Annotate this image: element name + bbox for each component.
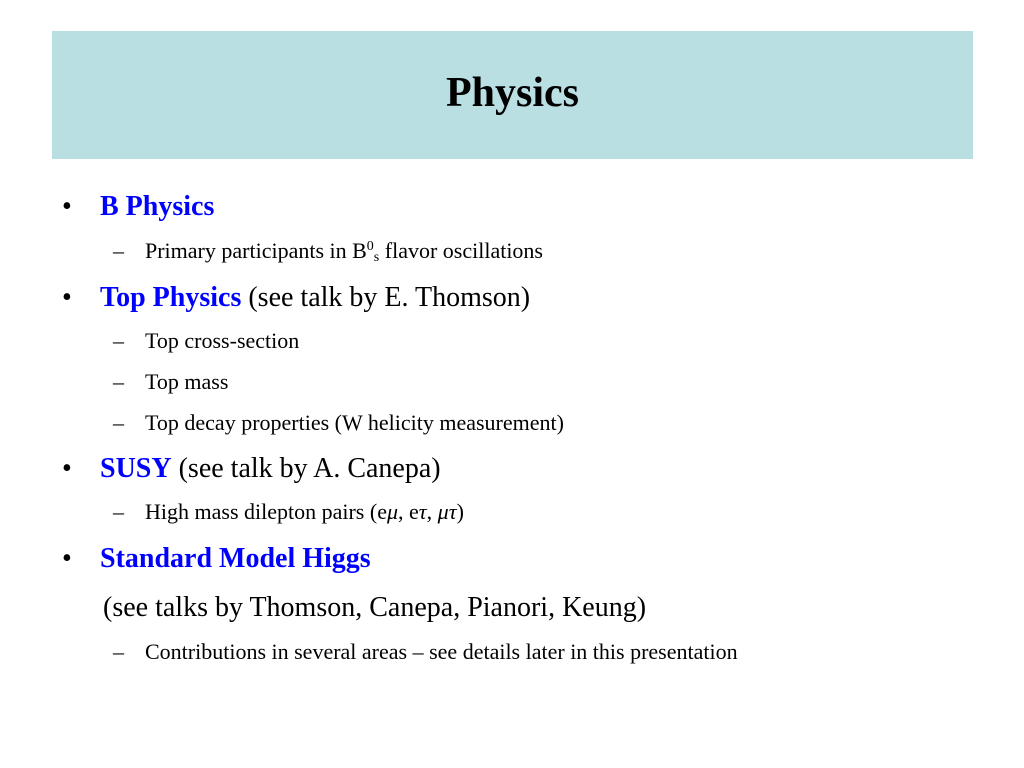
sub-text: Top decay properties (W helicity measurement) bbox=[145, 410, 564, 435]
sub-marker: – bbox=[113, 369, 124, 394]
bullet-text bbox=[100, 281, 530, 315]
sub-text bbox=[145, 237, 543, 265]
b-physics-heading: B Physics bbox=[100, 191, 215, 222]
sub-marker: – bbox=[113, 328, 124, 353]
sub-text-pre: Primary participants in B bbox=[145, 238, 367, 263]
subscript-s: s bbox=[373, 250, 380, 265]
bullet-text bbox=[100, 542, 371, 576]
bullet-marker: • bbox=[62, 191, 72, 222]
sub-marker: – bbox=[113, 410, 124, 435]
sub-marker: – bbox=[113, 639, 124, 664]
sub-text: Top cross-section bbox=[145, 328, 300, 353]
higgs-note: (see talks by Thomson, Canepa, Pianori, Keung) bbox=[103, 592, 647, 623]
greek-tau: τ bbox=[448, 499, 457, 524]
top-physics-heading: Top Physics bbox=[100, 282, 242, 313]
sub-text-sep: , bbox=[426, 499, 438, 524]
sub-text-post: ) bbox=[456, 499, 464, 524]
sub-text-post: flavor oscillations bbox=[379, 238, 543, 263]
bullet-text bbox=[100, 452, 441, 486]
sub-marker: – bbox=[113, 499, 124, 524]
bullet-marker: • bbox=[62, 453, 72, 484]
bullet-text bbox=[100, 190, 214, 224]
higgs-heading: Standard Model Higgs bbox=[100, 543, 371, 574]
greek-mu: μ bbox=[437, 499, 449, 524]
title-bar bbox=[52, 31, 973, 159]
greek-tau: τ bbox=[418, 499, 427, 524]
greek-mu: μ bbox=[386, 499, 399, 524]
sub-text: Top mass bbox=[145, 369, 229, 394]
bullet-marker: • bbox=[62, 282, 72, 313]
top-physics-note: (see talk by E. Thomson) bbox=[241, 282, 531, 313]
sub-text-sep: , e bbox=[398, 499, 419, 524]
superscript-zero: 0 bbox=[366, 239, 374, 254]
sub-text bbox=[145, 498, 464, 526]
bullet-marker: • bbox=[62, 543, 72, 574]
sub-text: Contributions in several areas – see details later in this presentation bbox=[145, 639, 738, 664]
sub-text-pre: High mass dilepton pairs (e bbox=[145, 499, 387, 524]
slide-title: Physics bbox=[445, 70, 579, 116]
sub-marker: – bbox=[113, 238, 124, 263]
susy-note: (see talk by A. Canepa) bbox=[171, 453, 441, 484]
susy-heading: SUSY bbox=[100, 453, 172, 484]
